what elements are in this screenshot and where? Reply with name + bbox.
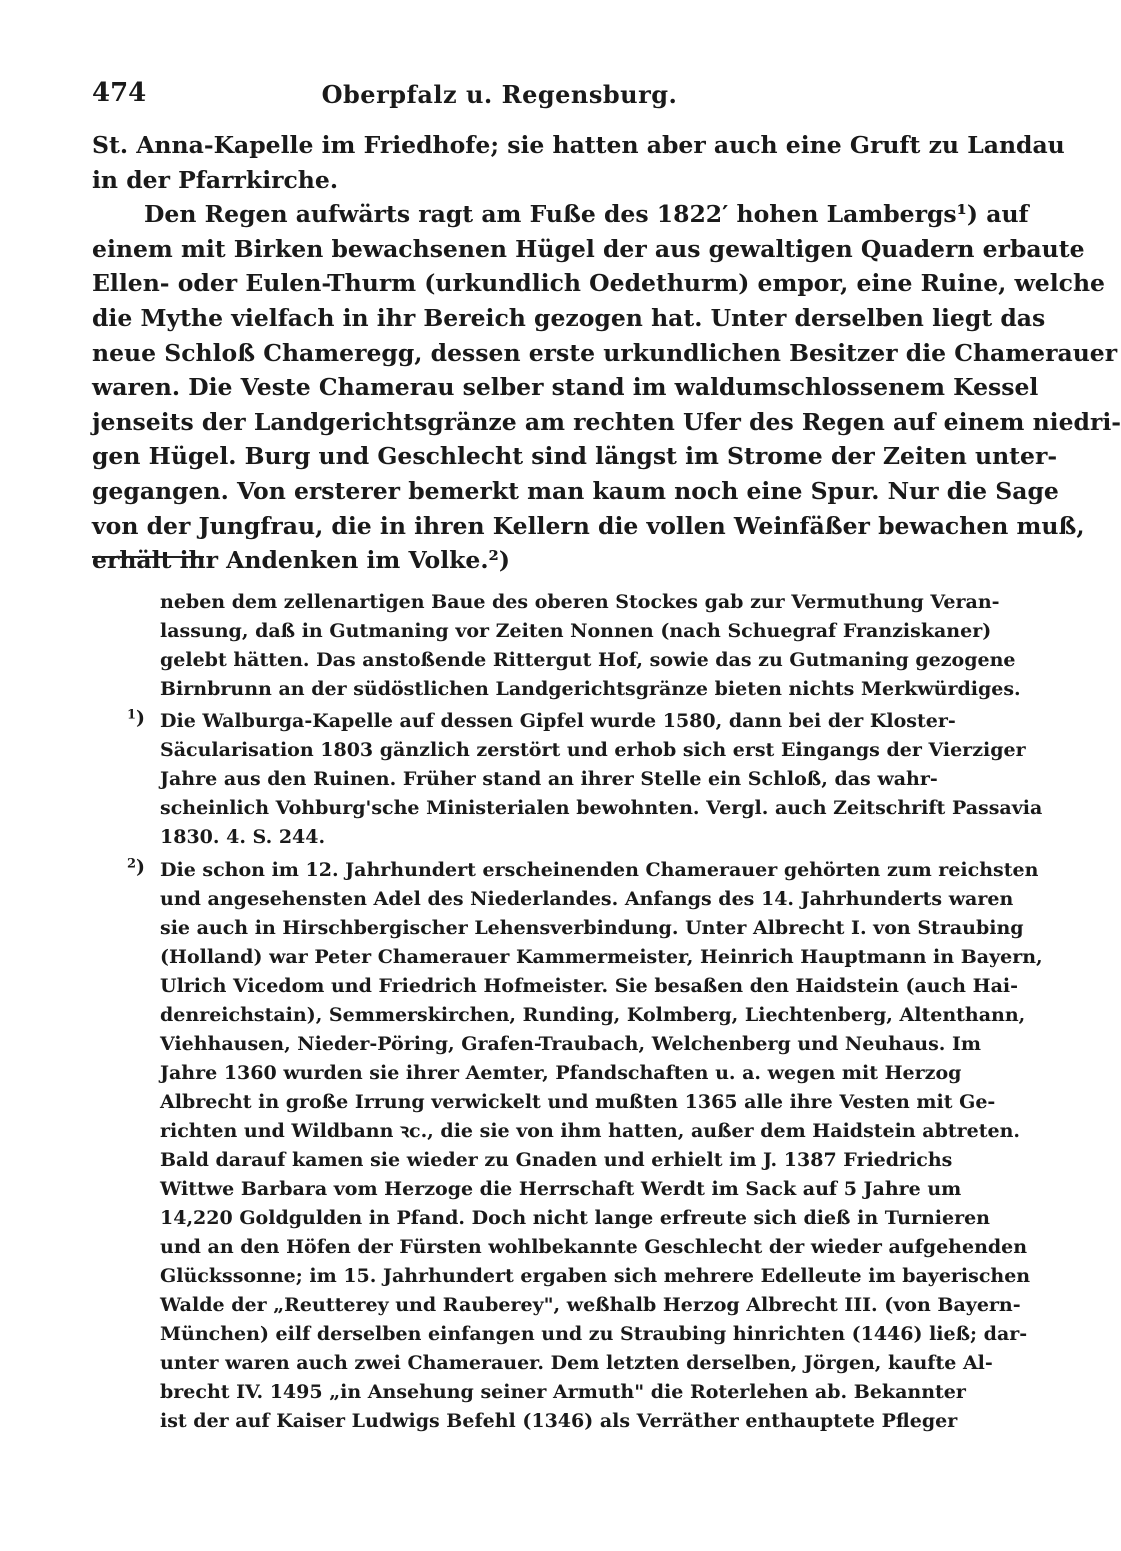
- footnote-line: scheinlich Vohburg'sche Ministerialen bewohnten. Vergl. auch Zeitschrift Passavia: [160, 797, 1043, 819]
- footnote-line: Die Walburga-Kapelle auf dessen Gipfel wurde 1580, dann bei der Kloster-: [160, 710, 956, 732]
- text-line: Ellen- oder Eulen-Thurm (urkundlich Oedethurm) empor, eine Ruine, welche: [92, 269, 1106, 298]
- text-line: gegangen. Von ersterer bemerkt man kaum noch eine Spur. Nur die Sage: [92, 476, 1059, 505]
- footnote-line: Wittwe Barbara vom Herzoge die Herrschaft Werdt im Sack auf 5 Jahre um: [160, 1178, 962, 1200]
- text-line: die Mythe vielfach in ihr Bereich gezogen hat. Unter derselben liegt das: [92, 303, 1046, 332]
- footnote-line: Bald darauf kamen sie wieder zu Gnaden und erhielt im J. 1387 Friedrichs: [160, 1149, 953, 1171]
- footnote-line: Ulrich Vicedom und Friedrich Hofmeister. Sie besaßen den Haidstein (auch Hai-: [160, 975, 1018, 997]
- footnote-line: gelebt hätten. Das anstoßende Rittergut Hof, sowie das zu Gutmaning gezogene: [160, 649, 1016, 671]
- footnote-1: [127, 707, 1043, 852]
- main-text: [92, 128, 1121, 578]
- footnote-line: (Holland) war Peter Chamerauer Kammermeister, Heinrich Hauptmann in Bayern,: [160, 946, 1043, 968]
- text-line: erhält ihr Andenken im Volke.²): [92, 546, 510, 575]
- footnote-line: Säcularisation 1803 gänzlich zerstört und erhob sich erst Eingangs der Vierziger: [160, 739, 1026, 761]
- footnote-line: denreichstain), Semmerskirchen, Runding, Kolmberg, Liechtenberg, Altenthann,: [160, 1004, 1026, 1026]
- footnote-continuation: [160, 588, 1021, 704]
- footnote-line: unter waren auch zwei Chamerauer. Dem letzten derselben, Jörgen, kaufte Al-: [160, 1352, 993, 1374]
- footnote-line: Glückssonne; im 15. Jahrhundert ergaben sich mehrere Edelleute im bayerischen: [160, 1265, 1031, 1287]
- page-header: [92, 78, 907, 118]
- footnote-line: Jahre 1360 wurden sie ihrer Aemter, Pfandschaften u. a. wegen mit Herzog: [160, 1062, 962, 1084]
- footnote-line: München) eilf derselben einfangen und zu Straubing hinrichten (1446) ließ; dar-: [160, 1323, 1028, 1345]
- footnote-line: ist der auf Kaiser Ludwigs Befehl (1346) als Verräther enthauptete Pfleger: [160, 1410, 958, 1432]
- text-line: Den Regen aufwärts ragt am Fuße des 1822′ hohen Lambergs¹) auf: [144, 200, 1029, 229]
- text-line: jenseits der Landgerichtsgränze am rechten Ufer des Regen auf einem niedri-: [92, 407, 1121, 436]
- footnote-line: 14,220 Goldgulden in Pfand. Doch nicht lange erfreute sich dieß in Turnieren: [160, 1207, 990, 1229]
- text-line: von der Jungfrau, die in ihren Kellern die vollen Weinfäßer bewachen muß,: [92, 511, 1085, 540]
- page-number: 474: [92, 78, 147, 108]
- running-head: Oberpfalz u. Regensburg.: [321, 80, 678, 109]
- footnote-line: Jahre aus den Ruinen. Früher stand an ihrer Stelle ein Schloß, das wahr-: [160, 768, 938, 790]
- footnote-line: lassung, daß in Gutmaning vor Zeiten Nonnen (nach Schuegraf Franziskaner): [160, 620, 992, 642]
- footnote-line: Walde der „Reutterey und Rauberey", weßhalb Herzog Albrecht III. (von Bayern-: [160, 1294, 1021, 1316]
- footnote-line: neben dem zellenartigen Baue des oberen Stockes gab zur Vermuthung Veran-: [160, 591, 1000, 613]
- footnote-marker: $^1$): [127, 707, 146, 729]
- text-line: gen Hügel. Burg und Geschlecht sind längst im Strome der Zeiten unter-: [92, 442, 1058, 471]
- footnote-line: 1830. 4. S. 244.: [160, 826, 326, 848]
- footnote-2: [127, 856, 1043, 1436]
- footnote-line: Die schon im 12. Jahrhundert erscheinenden Chamerauer gehörten zum reichsten: [160, 859, 1039, 881]
- text-line: einem mit Birken bewachsenen Hügel der aus gewaltigen Quadern erbaute: [92, 234, 1085, 263]
- footnote-rule: [92, 556, 204, 558]
- footnote-line: sie auch in Hirschbergischer Lehensverbindung. Unter Albrecht I. von Straubing: [160, 917, 1024, 939]
- footnote-line: und an den Höfen der Fürsten wohlbekannte Geschlecht der wieder aufgehenden: [160, 1236, 1028, 1258]
- text-line: waren. Die Veste Chamerau selber stand im waldumschlossenem Kessel: [92, 373, 1039, 402]
- footnote-line: richten und Wildbann ꝛc., die sie von ihm hatten, außer dem Haidstein abtreten.: [160, 1120, 1021, 1142]
- text-line: in der Pfarrkirche.: [92, 165, 339, 194]
- footnote-line: Birnbrunn an der südöstlichen Landgerichtsgränze bieten nichts Merkwürdiges.: [160, 678, 1021, 700]
- text-line: neue Schloß Chameregg, dessen erste urkundlichen Besitzer die Chamerauer: [92, 338, 1118, 367]
- footnote-line: brecht IV. 1495 „in Ansehung seiner Armuth" die Roterlehen ab. Bekannter: [160, 1381, 966, 1403]
- footnote-marker: $^2$): [127, 856, 146, 878]
- footnote-line: Albrecht in große Irrung verwickelt und mußten 1365 alle ihre Vesten mit Ge-: [160, 1091, 996, 1113]
- footnote-line: Viehhausen, Nieder-Pöring, Grafen-Traubach, Welchenberg und Neuhaus. Im: [160, 1033, 982, 1055]
- text-line: St. Anna-Kapelle im Friedhofe; sie hatten aber auch eine Gruft zu Landau: [92, 131, 1065, 159]
- footnote-line: und angesehensten Adel des Niederlandes. Anfangs des 14. Jahrhunderts waren: [160, 888, 1014, 910]
